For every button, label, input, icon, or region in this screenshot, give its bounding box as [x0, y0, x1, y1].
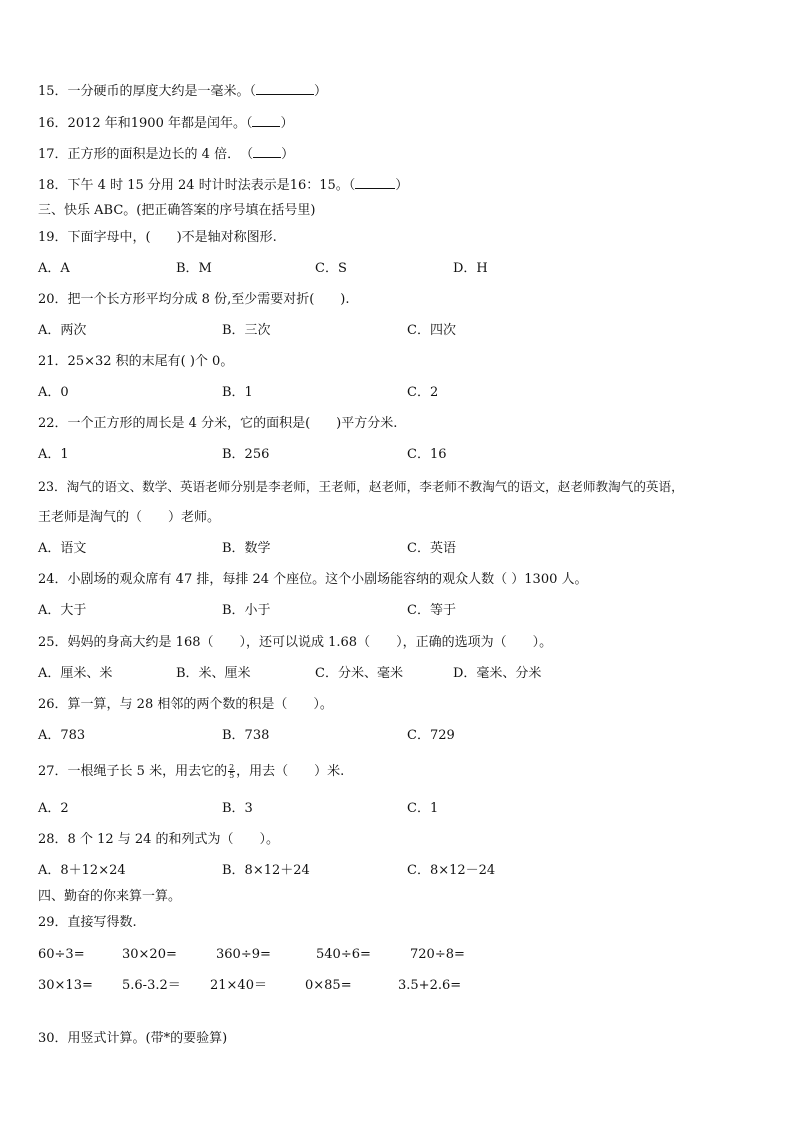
calc-item: 5.6-3.2＝ — [122, 978, 181, 993]
question-18-text: 18．下午 4 时 15 分用 24 时计时法表示是16：15。（ — [38, 178, 356, 193]
q25-option-a[interactable]: A．厘米、米 — [38, 666, 113, 681]
q20-option-c[interactable]: C．四次 — [407, 323, 456, 338]
calc-item: 60÷3= — [38, 947, 85, 962]
section-3-heading: 三、快乐 ABC。(把正确答案的序号填在括号里) — [38, 203, 316, 218]
calc-item: 30×13= — [38, 978, 93, 993]
q19-option-b[interactable]: B．M — [176, 261, 212, 276]
question-26: 26．算一算，与 28 相邻的两个数的积是（ ）。 — [38, 697, 333, 712]
question-25: 25．妈妈的身高大约是 168（ ），还可以说成 1.68（ ），正确的选项为（ ）。 — [38, 635, 553, 650]
q27-option-b[interactable]: B．3 — [222, 801, 253, 816]
q26-option-a[interactable]: A．783 — [38, 728, 86, 743]
calc-item: 21×40＝ — [210, 978, 267, 993]
question-23: 23．淘气的语文、数学、英语老师分别是李老师，王老师，赵老师，李老师不教淘气的语文，赵老师教淘气的英语， — [38, 479, 684, 494]
calc-item: 0×85= — [305, 978, 352, 993]
q27-option-a[interactable]: A．2 — [38, 801, 69, 816]
q28-option-a[interactable]: A．8＋12×24 — [38, 863, 126, 878]
question-15 — [38, 82, 327, 101]
q21-option-b[interactable]: B．1 — [222, 385, 253, 400]
question-29: 29．直接写得数. — [38, 915, 137, 930]
question-28: 28．8 个 12 与 24 的和列式为（ ）。 — [38, 832, 280, 847]
answer-blank-16[interactable] — [252, 114, 280, 127]
question-17-close: ） — [281, 147, 295, 162]
section-4-heading: 四、勤奋的你来算一算。 — [38, 889, 182, 904]
answer-blank-15[interactable] — [256, 82, 314, 95]
q23-option-c[interactable]: C．英语 — [407, 541, 456, 556]
question-27-text-b: ，用去（ ）米. — [236, 764, 345, 779]
q19-option-d[interactable]: D．H — [453, 261, 488, 276]
answer-blank-17[interactable] — [253, 145, 281, 158]
question-15-close: ） — [314, 84, 328, 99]
calc-item: 360÷9= — [216, 947, 271, 962]
answer-blank-18[interactable] — [355, 176, 395, 189]
q27-option-c[interactable]: C．1 — [407, 801, 439, 816]
calc-item: 30×20= — [122, 947, 177, 962]
question-20: 20．把一个长方形平均分成 8 份,至少需要对折( ). — [38, 292, 350, 307]
question-18-close: ） — [395, 178, 409, 193]
q19-option-a[interactable]: A．A — [38, 261, 70, 276]
question-23-continued: 王老师是淘气的（ ）老师。 — [38, 510, 221, 525]
question-17-text: 17．正方形的面积是边长的 4 倍． （ — [38, 147, 254, 162]
q24-option-c[interactable]: C．等于 — [407, 603, 456, 618]
question-19: 19．下面字母中，( )不是轴对称图形. — [38, 230, 277, 245]
question-27 — [38, 763, 344, 781]
question-21: 21．25×32 积的末尾有( )个 0。 — [38, 354, 234, 369]
q28-option-b[interactable]: B．8×12＋24 — [222, 863, 310, 878]
question-17 — [38, 145, 294, 164]
q21-option-c[interactable]: C．2 — [407, 385, 439, 400]
q25-option-d[interactable]: D．毫米、分米 — [453, 666, 542, 681]
question-16 — [38, 114, 294, 133]
question-24: 24．小剧场的观众席有 47 排，每排 24 个座位。这个小剧场能容纳的观众人数（ ）1300 人。 — [38, 572, 588, 587]
q21-option-a[interactable]: A．0 — [38, 385, 69, 400]
question-27-text-a: 27．一根绳子长 5 米，用去它的 — [38, 764, 228, 779]
question-15-text: 15．一分硬币的厚度大约是一毫米。（ — [38, 84, 257, 99]
q28-option-c[interactable]: C．8×12－24 — [407, 863, 496, 878]
q22-option-a[interactable]: A．1 — [38, 447, 69, 462]
q23-option-b[interactable]: B．数学 — [222, 541, 271, 556]
q26-option-b[interactable]: B．738 — [222, 728, 270, 743]
question-30: 30．用竖式计算。(带*的要验算) — [38, 1031, 228, 1046]
q22-option-b[interactable]: B．256 — [222, 447, 270, 462]
fraction-numerator: 2 — [229, 763, 235, 772]
q25-option-b[interactable]: B．米、厘米 — [176, 666, 251, 681]
q19-option-c[interactable]: C．S — [315, 261, 347, 276]
question-18 — [38, 176, 408, 195]
q23-option-a[interactable]: A．语文 — [38, 541, 87, 556]
calc-item: 3.5+2.6= — [398, 978, 462, 993]
question-16-close: ） — [280, 116, 294, 131]
question-22: 22．一个正方形的周长是 4 分米，它的面积是( )平方分米. — [38, 416, 398, 431]
calc-item: 540÷6= — [316, 947, 371, 962]
fraction-two-fifths — [228, 764, 235, 779]
q22-option-c[interactable]: C．16 — [407, 447, 447, 462]
question-16-text: 16．2012 年和1900 年都是闰年。（ — [38, 116, 253, 131]
q20-option-b[interactable]: B．三次 — [222, 323, 271, 338]
calc-item: 720÷8= — [410, 947, 465, 962]
fraction-denominator: 5 — [229, 771, 235, 780]
q24-option-b[interactable]: B．小于 — [222, 603, 271, 618]
q20-option-a[interactable]: A．两次 — [38, 323, 87, 338]
q26-option-c[interactable]: C．729 — [407, 728, 455, 743]
q24-option-a[interactable]: A．大于 — [38, 603, 87, 618]
q25-option-c[interactable]: C．分米、毫米 — [315, 666, 403, 681]
